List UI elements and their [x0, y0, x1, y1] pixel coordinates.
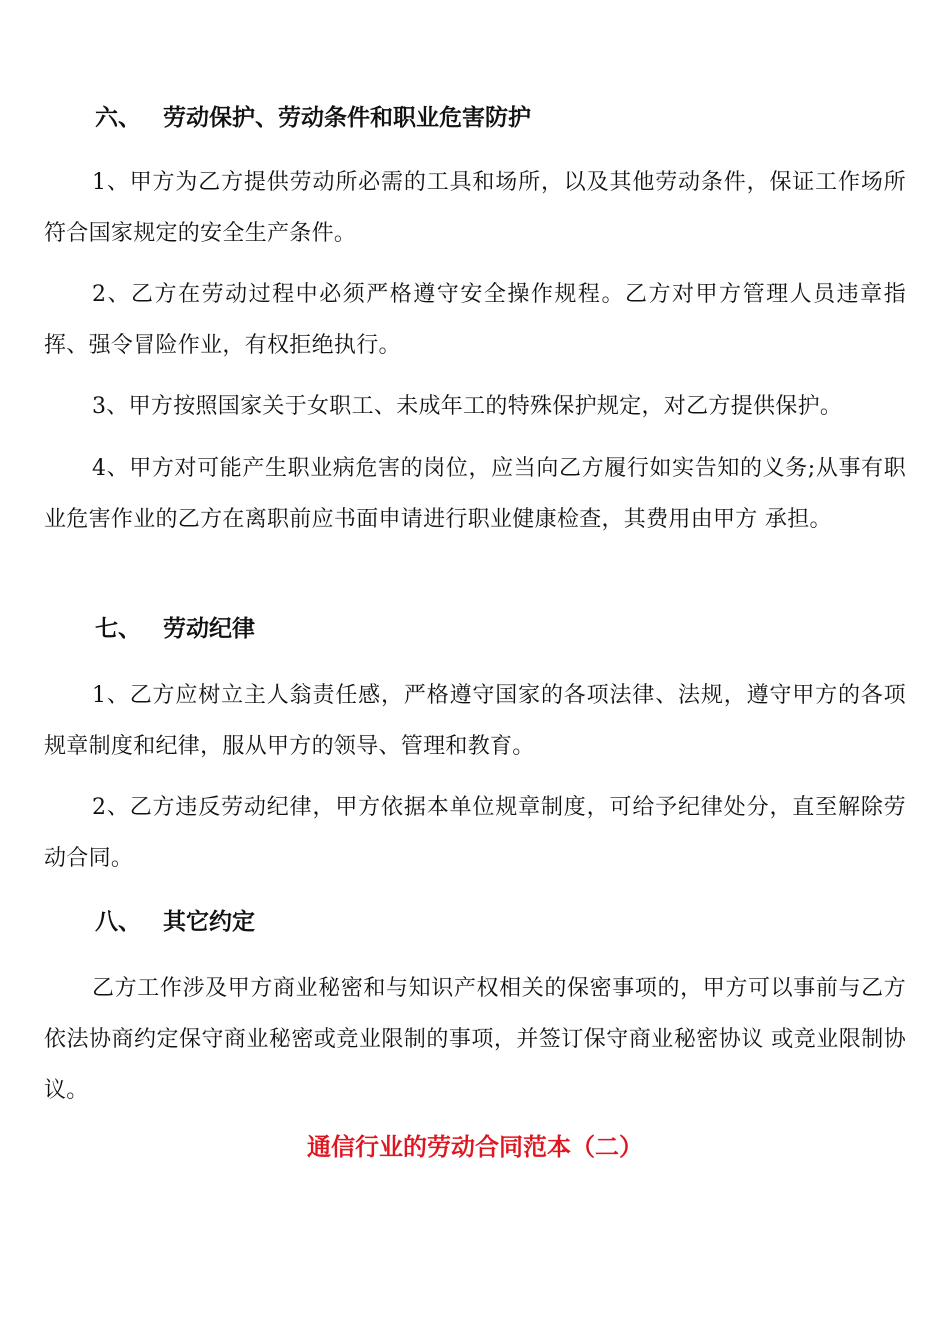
section-7-number: 七、: [95, 616, 141, 642]
section-6-heading: [95, 103, 531, 133]
section-6-item-2: 2、乙方在劳动过程中必须严格遵守安全操作规程。乙方对甲方管理人员违章指挥、强令冒险作业，有权拒绝执行。: [44, 282, 906, 358]
next-contract-title: 通信行业的劳动合同范本（二）: [307, 1133, 643, 1161]
section-6-item-3: 3、甲方按照国家关于女职工、未成年工的特殊保护规定，对乙方提供保护。: [92, 394, 843, 419]
section-8-heading: [95, 907, 255, 937]
section-7-title: 劳动纪律: [163, 616, 255, 642]
section-6-item-1: 1、甲方为乙方提供劳动所必需的工具和场所，以及其他劳动条件，保证工作场所符合国家规定的安全生产条件。: [44, 170, 906, 246]
section-6-item-4: 4、甲方对可能产生职业病危害的岗位，应当向乙方履行如实告知的义务;从事有职业危害作业的乙方在离职前应书面申请进行职业健康检查，其费用由甲方 承担。: [44, 456, 906, 532]
section-6-number: 六、: [95, 105, 141, 131]
section-8-title: 其它约定: [163, 909, 255, 935]
section-7-heading: [95, 614, 255, 644]
section-8-number: 八、: [95, 909, 141, 935]
section-7-item-2: 2、乙方违反劳动纪律，甲方依据本单位规章制度，可给予纪律处分，直至解除劳动合同。: [44, 795, 906, 871]
section-6-title: 劳动保护、劳动条件和职业危害防护: [163, 105, 531, 131]
section-7-item-1: 1、乙方应树立主人翁责任感，严格遵守国家的各项法律、法规，遵守甲方的各项规章制度和纪律，服从甲方的领导、管理和教育。: [44, 683, 906, 759]
section-8-item-1: 乙方工作涉及甲方商业秘密和与知识产权相关的保密事项的，甲方可以事前与乙方依法协商约定保守商业秘密或竞业限制的事项，并签订保守商业秘密协议 或竞业限制协议。: [44, 976, 906, 1103]
